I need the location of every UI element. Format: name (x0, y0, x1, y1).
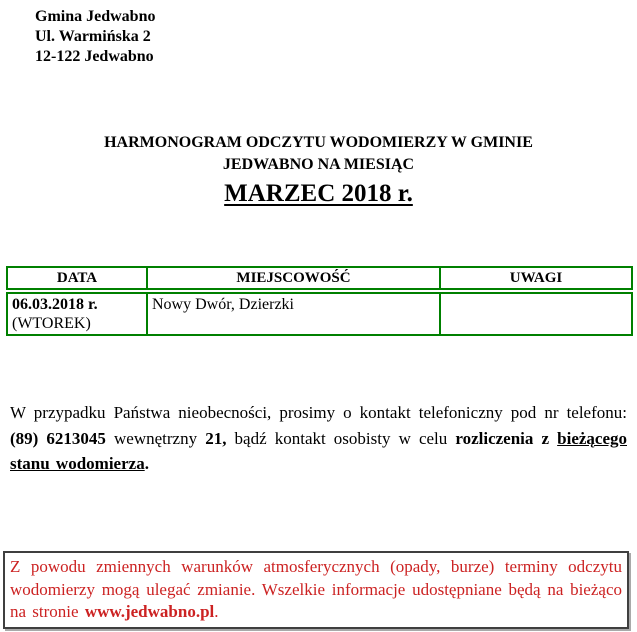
table-row (7, 291, 632, 335)
title-line-2: JEDWABNO NA MIESIĄC (222, 156, 415, 173)
address-line-city: 12-122 Jedwabno (35, 48, 154, 65)
schedule-table (6, 266, 633, 336)
address-line-street: Ul. Warmińska 2 (35, 28, 151, 45)
text-segment: wewnętrzny (105, 428, 206, 448)
cell-place: Nowy Dwór, Dzierzki (147, 291, 440, 335)
cell-notes (440, 291, 632, 335)
date-value: 06.03.2018 r. (12, 296, 98, 313)
sender-address (35, 7, 155, 67)
phone-extension: 21, (205, 428, 227, 448)
website-url: www.jedwabno.pl (84, 602, 215, 621)
text-segment: W przypadku Państwa nieobecności, prosimy o kontakt telefoniczny pod nr telefonu: (10, 403, 627, 422)
address-line-org: Gmina Jedwabno (35, 8, 156, 25)
text-segment: bieżącego stanu wodomierza (10, 428, 627, 473)
text-segment: Z powodu zmiennych warunków atmosferycznych (opady, burze) terminy odczytu wodomierzy mogą ulegać zmianie. Wszelkie informacje udostępniane będą na bieżąco na stronie (10, 557, 622, 621)
column-header-notes: UWAGI (440, 267, 632, 291)
cell-date (7, 291, 147, 335)
phone-number: (89) 6213045 (10, 428, 106, 448)
contact-paragraph (10, 400, 627, 477)
text-segment: . (144, 454, 149, 473)
table-header-row (7, 267, 632, 291)
column-header-place: MIEJSCOWOŚĆ (147, 267, 440, 291)
title-line-1: HARMONOGRAM ODCZYTU WODOMIERZY W GMINIE (104, 134, 533, 151)
weekday-value: (WTOREK) (12, 315, 91, 332)
text-segment: rozliczenia z (455, 428, 558, 448)
column-header-date: DATA (7, 267, 147, 291)
title-month: MARZEC 2018 r. (224, 180, 413, 207)
text-segment: bądź kontakt osobisty w celu (226, 428, 456, 448)
text-segment: . (214, 602, 219, 621)
document-title (0, 132, 637, 209)
weather-notice (3, 551, 629, 629)
